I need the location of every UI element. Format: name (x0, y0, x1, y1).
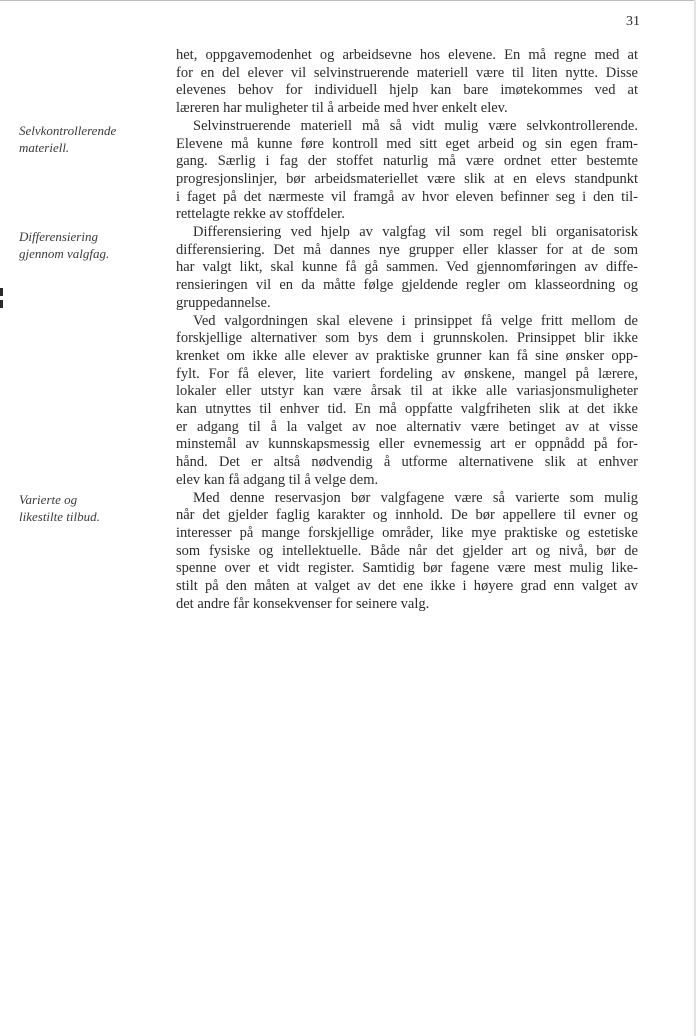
top-edge-rule (0, 0, 696, 1)
text-line: forskjellige alternativer som bys dem i grunnskolen. Prinsippet blir ikke (176, 330, 638, 347)
text-line: i faget på det nærmeste vil framgå av hvor eleven befinner seg i den til- (176, 188, 638, 205)
text-line: gruppedannelse. (176, 294, 271, 311)
text-line: minstemål av kunnskapsmessig eller evnemessig art er oppnådd på for- (176, 436, 638, 453)
text-line: Med denne reservasjon bør valgfagene være så varierte som mulig (193, 489, 638, 506)
margin-note-line: gjennom valgfag. (19, 246, 110, 262)
text-line: for en del elever vil selvinstruerende materiell være til liten nytte. Disse (176, 64, 638, 81)
paragraph (176, 47, 638, 118)
text-line: elev kan få adgang til å velge dem. (176, 471, 379, 488)
margin-note-varierte (19, 491, 159, 525)
text-line: fylt. For få elever, lite variert fordeling av ønskene, mangel på lærere, (176, 365, 638, 382)
margin-note-line: Selvkontrollerende (19, 123, 117, 138)
paragraph (176, 313, 638, 490)
text-line: rensieringen vil en da måtte følge gjeldende regler om klasseordning og (176, 277, 638, 294)
text-line: når det gjelder faglig karakter og innhold. De bør appellere til evner og (176, 507, 638, 524)
text-line: differensiering. Det må dannes nye grupper eller klasser for at de som (176, 241, 638, 258)
text-line: som fysiske og intellektuelle. Både når det gjelder art og nivå, bør de (176, 542, 638, 559)
paragraph (176, 224, 638, 313)
margin-note-differensiering (19, 228, 159, 262)
text-line: stilt på den måten at valget av det ene ikke i høyere grad enn valget av (176, 578, 638, 595)
margin-note-line: likestilte tilbud. (19, 509, 100, 525)
text-line: progresjonslinjer, bør arbeidsmateriellet være slik at en elevs standpunkt (176, 170, 638, 187)
margin-note-line: Differensiering (19, 229, 98, 244)
text-line: spenne over et vidt register. Samtidig bør fagene være mest mulig like- (176, 560, 638, 577)
text-line: Elevene må kunne føre kontroll med sitt eget arbeid og sin egen fram- (176, 135, 638, 152)
text-line: het, oppgavemodenhet og arbeidsevne hos elevene. En må regne med at (176, 47, 638, 63)
text-line: Differensiering ved hjelp av valgfag vil som regel bli organisatorisk (193, 224, 638, 241)
text-line: rettelagte rekke av stoffdeler. (176, 206, 345, 223)
margin-note-selvkontrollerende (19, 122, 159, 156)
left-edge-mark (0, 300, 3, 308)
text-line: elevenes behov for individuell hjelp kan bare imøtekommes ved at (176, 82, 638, 99)
page-number: 31 (626, 14, 640, 29)
text-line: er adgang til å la valget av noe alternativ være betinget av at visse (176, 418, 638, 435)
text-line: interesser på mange forskjellige områder, like mye praktiske og estetiske (176, 524, 638, 541)
paragraph (176, 490, 638, 614)
left-edge-mark (0, 288, 3, 296)
text-line: krenket om ikke alle elever av praktiske grunner kan få sine ønsker opp- (176, 347, 638, 364)
margin-note-line: Varierte og (19, 492, 78, 507)
text-line: gang. Særlig i fag der stoffet naturlig må være ordnet etter bestemte (176, 153, 638, 170)
margin-note-line: materiell. (19, 140, 70, 156)
text-line: Selvinstruerende materiell må så vidt mulig være selvkontrollerende. (193, 117, 638, 134)
text-line: det andre får konsekvenser for seinere valg. (176, 595, 430, 612)
text-line: læreren har muligheter til å arbeide med hver enkelt elev. (176, 100, 508, 117)
text-line: lokaler eller utstyr kan være årsak til at ikke alle variasjonsmuligheter (176, 383, 638, 400)
text-line: kan utnyttes til enhver tid. En må oppfatte valgfriheten slik at det ikke (176, 401, 638, 418)
paragraph (176, 118, 638, 224)
text-line: har valgt likt, skal kunne få gå sammen. Ved gjennomføringen av diffe- (176, 259, 638, 276)
text-line: Ved valgordningen skal elevene i prinsippet få velge fritt mellom de (193, 312, 638, 329)
text-line: hånd. Det er altså nødvendig å utforme alternativene slik at enhver (176, 454, 638, 471)
body-text (176, 47, 638, 614)
